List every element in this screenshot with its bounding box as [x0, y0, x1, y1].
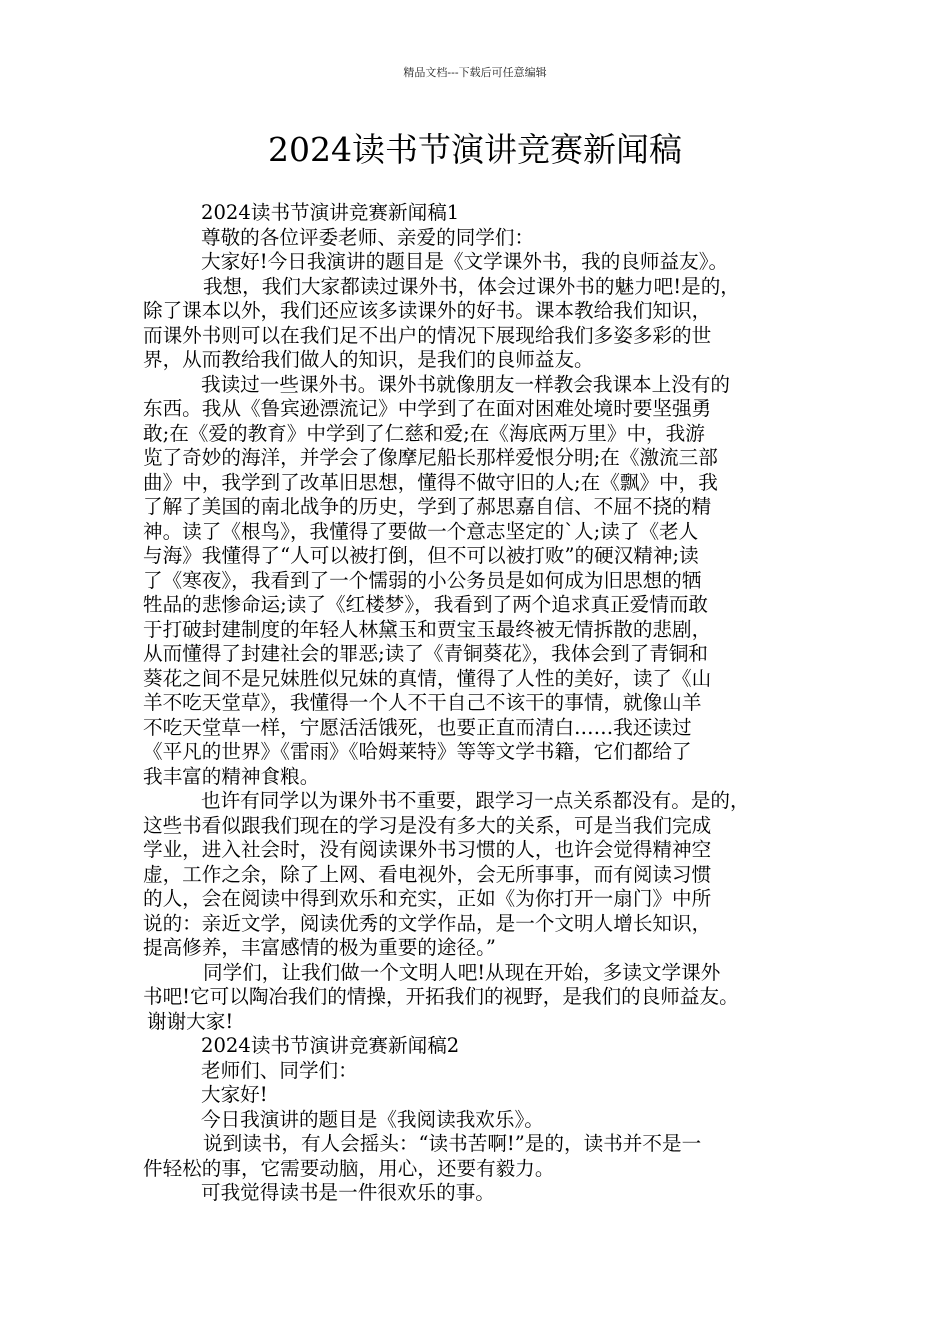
text-line: 曲》中，我学到了改革旧思想，懂得不做守旧的人;在《飘》中，我 [143, 470, 718, 494]
text-line: 说到读书，有人会摇头：“读书苦啊!”是的，读书并不是一 [203, 1132, 702, 1155]
text-line: 羊不吃天堂草》，我懂得一个人不干自己不该干的事情，就像山羊 [143, 691, 702, 714]
text-line: 说的：亲近文学，阅读优秀的文学作品，是一个文明人增长知识， [143, 911, 712, 935]
text-line: 了解了美国的南北战争的历史，学到了郝思嘉自信、不屈不挠的精 [143, 495, 712, 518]
document-body [143, 201, 829, 1206]
document-title: 2024读书节演讲竞赛新闻稿 [268, 130, 682, 169]
closing-line: 谢谢大家! [147, 1009, 234, 1033]
text-line: 葵花之间不是兄妹胜似兄妹的真情，懂得了人性的美好，读了《山 [143, 666, 712, 690]
text-line: 《平凡的世界》《雷雨》《哈姆莱特》等等文学书籍，它们都给了 [143, 740, 692, 763]
text-line: 大家好!今日我演讲的题目是《文学课外书，我的良师益友》。 [201, 250, 729, 273]
text-line: 虚，工作之余，除了上网、看电视外，会无所事事，而有阅读习惯 [143, 862, 712, 886]
text-line: 敢;在《爱的教育》中学到了仁慈和爱;在《海底两万里》中，我游 [143, 421, 705, 445]
salutation: 尊敬的各位评委老师、亲爱的同学们： [201, 225, 535, 249]
text-line: 我丰富的精神食粮。 [143, 764, 320, 788]
text-line: 而课外书则可以在我们足不出户的情况下展现给我们多姿多彩的世 [143, 323, 712, 347]
section-heading: 2024读书节演讲竞赛新闻稿2 [201, 1034, 460, 1057]
text-line: 学业，进入社会时，没有阅读课外书习惯的人，也许会觉得精神空 [143, 838, 712, 861]
text-line: 也许有同学以为课外书不重要，跟学习一点关系都没有。是的， [201, 789, 750, 812]
text-line: 神。读了《根鸟》，我懂得了要做一个意志坚定的`人;读了《老人 [143, 519, 699, 543]
text-line: 除了课本以外，我们还应该多读课外的好书。课本教给我们知识， [143, 299, 712, 322]
text-line: 同学们，让我们做一个文明人吧!从现在开始，多读文学课外 [203, 960, 721, 984]
text-line: 览了奇妙的海洋，并学会了像摩尼船长那样爱恨分明;在《激流三部 [143, 446, 718, 469]
text-line: 今日我演讲的题目是《我阅读我欢乐》。 [201, 1107, 544, 1131]
text-line: 可我觉得读书是一件很欢乐的事。 [201, 1181, 495, 1204]
text-line: 于打破封建制度的年轻人林黛玉和贾宝玉最终被无情拆散的悲剧， [143, 617, 712, 641]
text-line: 不吃天堂草一样，宁愿活活饿死，也要正直而清白……我还读过 [143, 715, 692, 739]
text-line: 与海》我懂得了“人可以被打倒，但不可以被打败”的硬汉精神;读 [143, 544, 699, 567]
text-line: 界，从而教给我们做人的知识，是我们的良师益友。 [143, 348, 594, 371]
text-line: 件轻松的事，它需要动脑，用心，还要有毅力。 [143, 1156, 555, 1180]
text-line: 大家好! [201, 1083, 268, 1106]
text-line: 东西。我从《鲁宾逊漂流记》中学到了在面对困难处境时要坚强勇 [143, 397, 712, 420]
text-line: 的人，会在阅读中得到欢乐和充实，正如《为你打开一扇门》中所 [143, 887, 712, 910]
header-note: 精品文档---下载后可任意编辑 [403, 66, 547, 79]
text-line: 我想，我们大家都读过课外书，体会过课外书的魅力吧!是的， [203, 274, 740, 298]
text-line: 这些书看似跟我们现在的学习是没有多大的关系，可是当我们完成 [143, 813, 712, 837]
salutation: 老师们、同学们： [201, 1058, 358, 1082]
text-line: 牲品的悲惨命运;读了《红楼梦》，我看到了两个追求真正爱情而敢 [143, 593, 709, 616]
text-line: 书吧!它可以陶冶我们的情操，开拓我们的视野，是我们的良师益友。 [143, 985, 739, 1008]
section-heading: 2024读书节演讲竞赛新闻稿1 [201, 201, 460, 224]
text-line: 了《寒夜》，我看到了一个懦弱的小公务员是如何成为旧思想的牺 [143, 568, 702, 592]
text-line: 从而懂得了封建社会的罪恶;读了《青铜葵花》，我体会到了青铜和 [143, 642, 709, 665]
text-line: 提高修养，丰富感情的极为重要的途径。” [143, 936, 496, 959]
text-line: 我读过一些课外书。课外书就像朋友一样教会我课本上没有的 [201, 372, 731, 396]
